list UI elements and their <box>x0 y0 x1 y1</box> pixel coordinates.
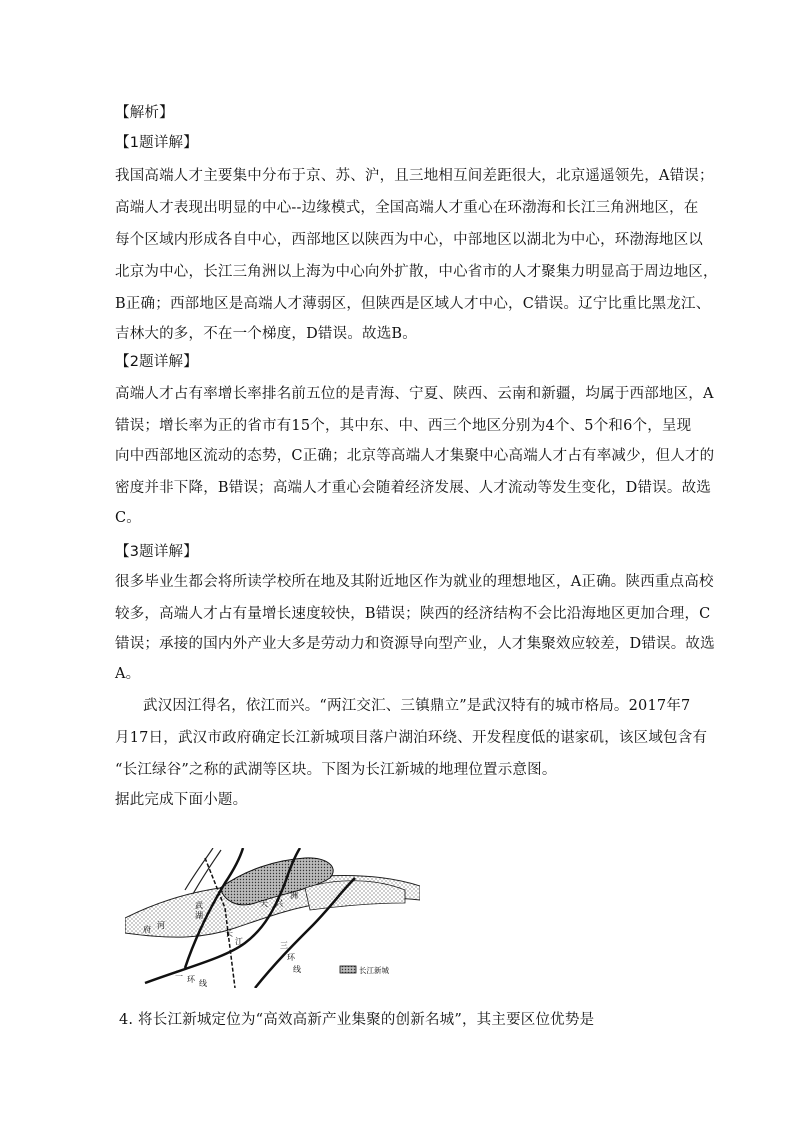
intro-line: 武汉因江得名，依江而兴。“两江交汇、三镇鼎立”是武汉特有的城市格局。2017年7 <box>143 698 691 714</box>
lake-region <box>305 881 405 910</box>
map-label: 线 <box>199 979 207 988</box>
map-label: 府 <box>143 925 151 934</box>
q1-line: 每个区域内形成各自中心，西部地区以陕西为中心，中部地区以湖北为中心，环渤海地区以 <box>115 232 703 248</box>
q3-line: 较多，高端人才占有量增长速度较快，B错误；陕西的经济结构不会比沿海地区更加合理，C <box>115 606 711 622</box>
map-label: 江 <box>235 937 243 946</box>
analysis-heading: 【解析】 <box>115 105 174 121</box>
q2-line: 密度并非下降，B错误；高端人才重心会随着经济发展、人才流动等发生变化，D错误。故选 <box>115 480 711 496</box>
map-label: 环 <box>187 975 195 984</box>
location-map <box>125 848 420 988</box>
q1-line: B正确；西部地区是高端人才薄弱区，但陕西是区域人才中心，C错误。辽宁比重比黑龙江、 <box>115 296 711 312</box>
q1-line: 吉林大的多，不在一个梯度，D错误。故选B。 <box>115 326 417 342</box>
q2-line: C。 <box>115 510 141 526</box>
q1-line: 我国高端人才主要集中分布于京、苏、沪，且三地相互间差距很大，北京遥遥领先，A错误； <box>115 168 714 184</box>
map-label: 湖 <box>195 911 203 920</box>
intro-line: 月17日，武汉市政府确定长江新城项目落户湖泊环绕、开发程度低的谌家矶，该区域包含有 <box>115 730 708 746</box>
q1-line: 北京为中心，长江三角洲以上海为中心向外扩散，中心省市的人才聚集力明显高于周边地区， <box>115 264 718 280</box>
q3-line: 很多毕业生都会将所读学校所在地及其附近地区作为就业的理想地区，A正确。陕西重点高校 <box>115 574 714 590</box>
q3-line: 错误；承接的国内外产业大多是劳动力和资源导向型产业，人才集聚效应较差，D错误。故选 <box>115 636 715 652</box>
map-label: 兴 <box>275 899 283 908</box>
question-4: 4. 将长江新城定位为“高效高新产业集聚的创新名城”，其主要区位优势是 <box>119 1012 595 1028</box>
q3-line: A。 <box>115 666 141 682</box>
q2-line: 高端人才占有率增长率排名前五位的是青海、宁夏、陕西、云南和新疆，均属于西部地区，A <box>115 386 714 402</box>
intro-line: 据此完成下面小题。 <box>115 792 248 808</box>
q1-line: 高端人才表现出明显的中心--边缘模式，全国高端人才重心在环渤海和长江三角洲地区，在 <box>115 200 699 216</box>
map-label: 武 <box>195 901 203 910</box>
map-label: 环 <box>287 953 295 962</box>
map-label: 二 <box>175 969 183 978</box>
q2-line: 错误；增长率为正的省市有15个，其中东、中、西三个地区分别为4个、5个和6个，呈现 <box>115 418 692 434</box>
map-label: 洲 <box>290 891 298 900</box>
map-label: 天 <box>260 899 268 908</box>
legend-swatch <box>340 966 356 973</box>
intro-line: “长江绿谷”之称的武湖等区块。下图为长江新城的地理位置示意图。 <box>115 762 557 778</box>
q3-title: 【3题详解】 <box>115 544 198 560</box>
map-label: 河 <box>157 921 165 930</box>
q1-title: 【1题详解】 <box>115 135 198 151</box>
map-label: 线 <box>293 965 301 974</box>
legend-label: 长江新城 <box>359 966 389 975</box>
map-label: 三 <box>280 941 288 950</box>
map-label: 长 <box>225 929 233 938</box>
q2-line: 向中西部地区流动的态势，C正确；北京等高端人才集聚中心高端人才占有率减少，但人才的 <box>115 448 715 464</box>
q2-title: 【2题详解】 <box>115 354 198 370</box>
